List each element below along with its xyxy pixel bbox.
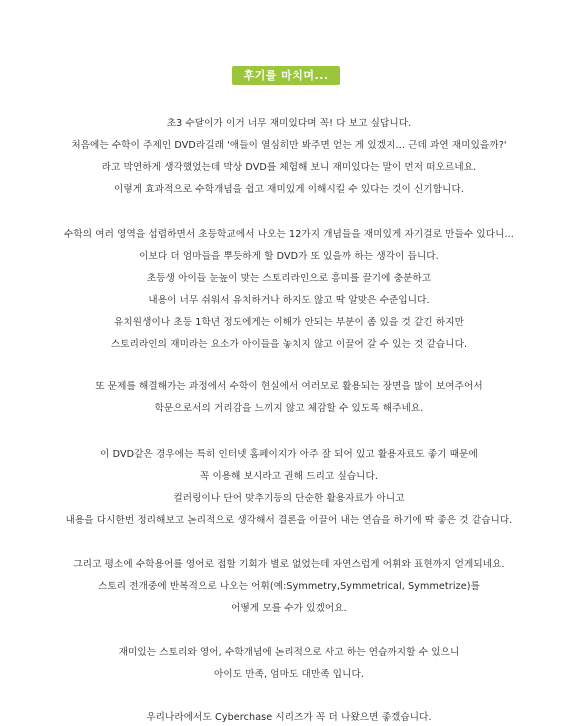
title-badge: 후기를 마치며... (232, 66, 340, 85)
text-line: 스토리라인의 재미라는 요소가 아이들을 놓치지 않고 이끌어 갈 수 있는 것 같습니다. (110, 339, 468, 350)
text-line: 그리고 평소에 수학용어를 영어로 접할 기회가 별로 없었는데 자연스럽게 어휘와 표현까지 얻게되네요. (73, 559, 505, 570)
text-line: 컬러링이나 단어 맞추기등의 단순한 활용자료가 아니고 (173, 493, 405, 504)
text-line: 이 DVD같은 경우에는 특히 인터넷 홈페이지가 아주 잘 되어 있고 활용자료도 좋기 때문에 (100, 449, 478, 460)
text-line: 어떻게 모를 수가 있겠어요. (231, 603, 347, 614)
text-line: 학문으로서의 거리감을 느끼지 않고 체감할 수 있도록 해주네요. (154, 403, 424, 414)
text-line: 라고 막연하게 생각했었는데 막상 DVD를 체험해 보니 재미있다는 말이 먼저 떠오르네요. (101, 162, 477, 173)
text-line: 내용을 다시한번 정리해보고 논리적으로 생각해서 결론을 이끌어 내는 연습을 하기에 딱 좋은 것 같습니다. (65, 515, 513, 526)
text-line: 재미있는 스토리와 영어, 수학개념에 논리적으로 사고 하는 연습까지할 수 있으니 (118, 647, 460, 658)
text-line: 수학의 여러 영역을 섭렵하면서 초등학교에서 나오는 12가지 개념들을 재미있게 자기걸로 만들수 있다니... (64, 229, 514, 240)
text-line: 꼭 이용해 보시라고 권해 드리고 싶습니다. (199, 471, 379, 482)
text-line: 스토리 전개중에 반복적으로 나오는 어휘(예:Symmetry,Symmetrical, Symmetrize)를 (98, 581, 480, 592)
text-line: 우리나라에서도 Cyberchase 시리즈가 꼭 더 나왔으면 좋겠습니다. (146, 712, 432, 723)
text-line: 이보다 더 엄마들을 뿌듯하게 할 DVD가 또 있을까 하는 생각이 듭니다. (139, 251, 439, 262)
text-line: 또 문제를 해결해가는 과정에서 수학이 현실에서 여러모로 활용되는 장면을 많이 보여주어서 (95, 381, 483, 392)
text-line: 아이도 만족, 엄마도 대만족 입니다. (213, 669, 365, 680)
text-line: 초등생 아이들 눈높이 맞는 스토리라인으로 흥미를 끌기에 충분하고 (146, 273, 432, 284)
text-line: 초3 수달이가 이거 너무 재미있다며 꼭! 다 보고 싶답니다. (166, 118, 412, 129)
text-line: 이렇게 효과적으로 수학개념을 쉽고 재미있게 이해시킬 수 있다는 것이 신기합니다. (114, 184, 464, 195)
text-line: 처음에는 수학이 주제인 DVD라길래 '애들이 열심히만 봐주면 얻는 게 있겠지... 근데 과연 재미있을까?' (71, 140, 507, 151)
text-line: 내용이 너무 쉬워서 유치하거나 하지도 않고 딱 알맞은 수준입니다. (148, 295, 430, 306)
text-line: 유치원생이나 초등 1학년 정도에게는 이해가 안되는 부분이 좀 있을 것 같긴 하지만 (114, 317, 464, 328)
